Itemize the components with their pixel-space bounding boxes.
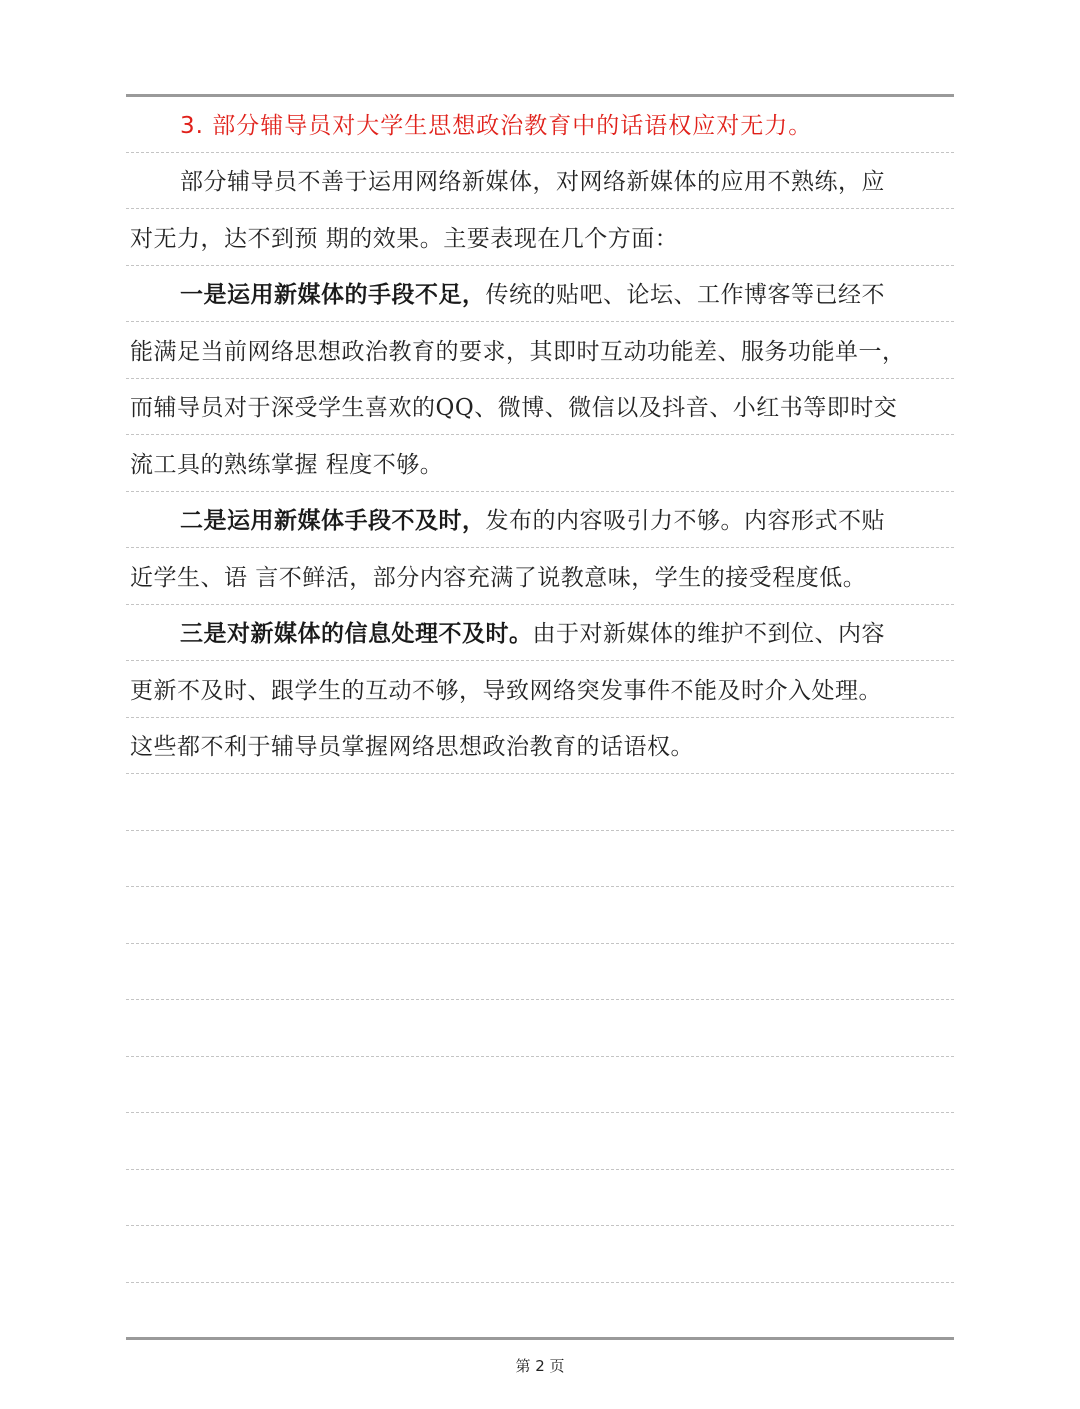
guide-line xyxy=(126,1056,954,1057)
paragraph-line: 流工具的熟练掌握 程度不够。 xyxy=(130,452,444,478)
paragraph-line: 部分辅导员不善于运用网络新媒体，对网络新媒体的应用不熟练，应 xyxy=(180,169,885,195)
guide-line xyxy=(126,1169,954,1170)
guide-line xyxy=(126,943,954,944)
paragraph-line: 这些都不利于辅导员掌握网络思想政治教育的话语权。 xyxy=(130,734,694,760)
guide-line xyxy=(126,1225,954,1226)
guide-line xyxy=(126,830,954,831)
page-number: 第 2 页 xyxy=(515,1357,565,1375)
point-one-lead: 一是运用新媒体的手段不足， xyxy=(180,282,486,308)
paragraph-line: 近学生、语 言不鲜活，部分内容充满了说教意味，学生的接受程度低。 xyxy=(130,565,867,591)
guide-line xyxy=(126,1112,954,1113)
paragraph-line xyxy=(130,267,952,323)
point-two-lead: 二是运用新媒体手段不及时， xyxy=(180,508,486,534)
paragraph-line xyxy=(130,606,952,662)
section-heading: 3. 部分辅导员对大学生思想政治教育中的话语权应对无力。 xyxy=(180,113,813,139)
point-three-text: 由于对新媒体的维护不到位、内容 xyxy=(532,621,885,647)
point-two-text: 发布的内容吸引力不够。内容形式不贴 xyxy=(485,508,885,534)
paragraph-line xyxy=(130,493,952,549)
guide-line xyxy=(126,999,954,1000)
point-three-lead: 三是对新媒体的信息处理不及时。 xyxy=(180,621,533,647)
paragraph-line: 更新不及时、跟学生的互动不够，导致网络突发事件不能及时介入处理。 xyxy=(130,678,882,704)
paragraph-line: 而辅导员对于深受学生喜欢的QQ、微博、微信以及抖音、小红书等即时交 xyxy=(130,395,898,421)
paragraph-line: 能满足当前网络思想政治教育的要求，其即时互动功能差、服务功能单一， xyxy=(130,339,906,365)
top-rule xyxy=(126,94,954,97)
bottom-rule xyxy=(126,1337,954,1340)
guide-line xyxy=(126,1282,954,1283)
paragraph-line: 对无力，达不到预 期的效果。主要表现在几个方面： xyxy=(130,226,679,252)
point-one-text: 传统的贴吧、论坛、工作博客等已经不 xyxy=(485,282,885,308)
guide-line xyxy=(126,886,954,887)
